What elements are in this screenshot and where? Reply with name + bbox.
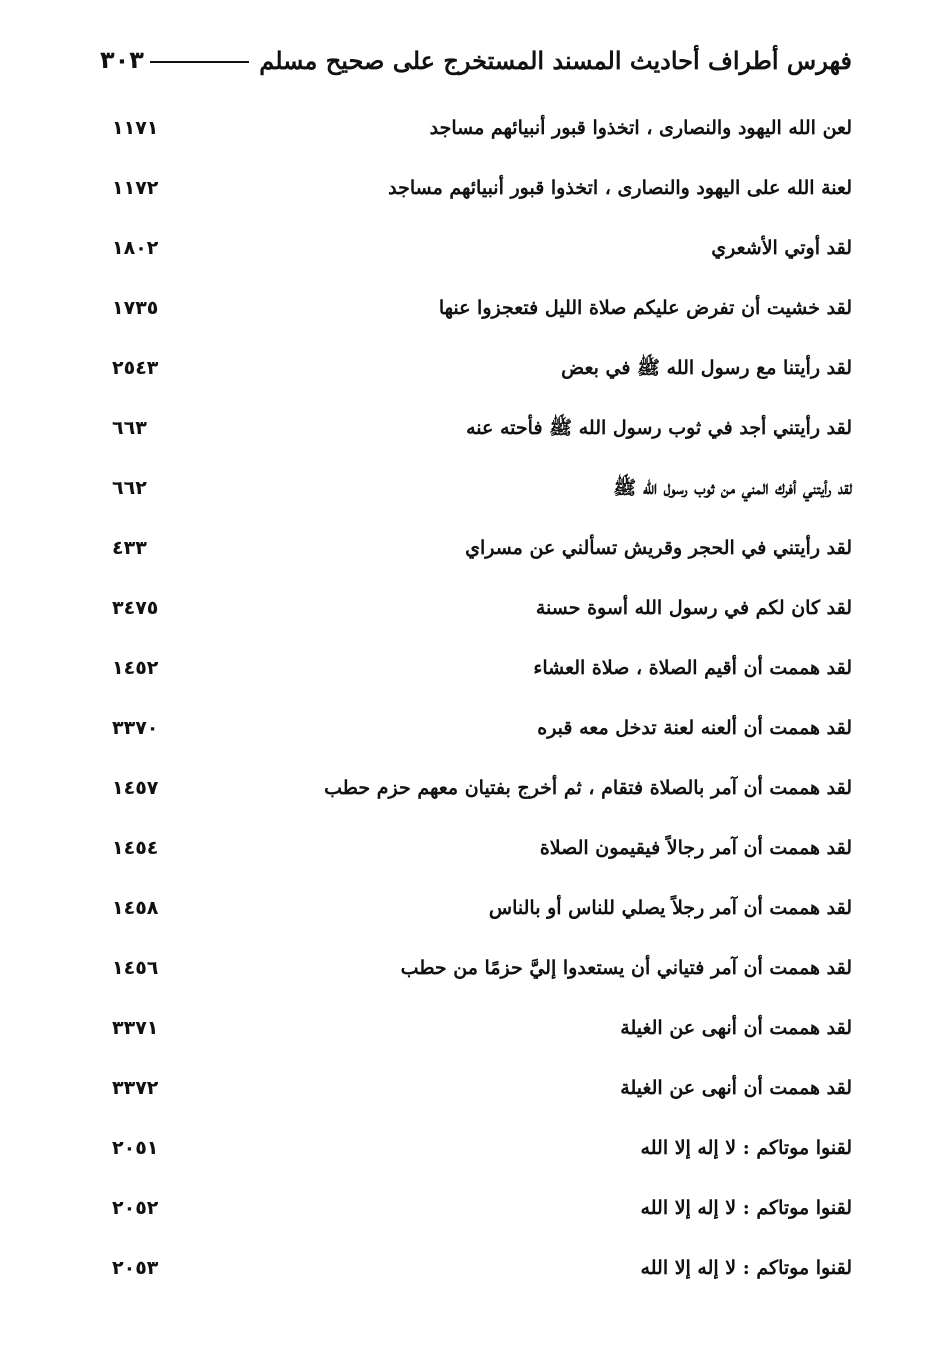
index-entry bbox=[100, 458, 852, 518]
hadith-number: ٢٠٥٢ bbox=[112, 1197, 159, 1219]
index-entry bbox=[100, 1058, 852, 1118]
index-entry bbox=[100, 518, 852, 578]
index-entry bbox=[100, 938, 852, 998]
hadith-number: ٤٣٣ bbox=[112, 537, 147, 559]
index-entry bbox=[100, 638, 852, 698]
header-rule bbox=[150, 61, 249, 63]
hadith-number: ٢٥٤٣ bbox=[112, 357, 159, 379]
hadith-incipit: لعن الله اليهود والنصارى ، اتخذوا قبور أنبيائهم مساجد bbox=[429, 117, 852, 139]
hadith-number: ١٨٠٢ bbox=[112, 237, 159, 259]
hadith-number: ٣٤٧٥ bbox=[112, 597, 159, 619]
hadith-number: ١٤٥٧ bbox=[112, 777, 159, 799]
hadith-incipit: لقد هممت أن أقيم الصلاة ، صلاة العشاء bbox=[533, 657, 852, 679]
hadith-incipit: لقد هممت أن آمر بالصلاة فتقام ، ثم أخرج بفتيان معهم حزم حطب bbox=[324, 777, 852, 799]
page-header bbox=[100, 38, 852, 82]
hadith-incipit: لقنوا موتاكم : لا إله إلا الله bbox=[640, 1257, 852, 1279]
hadith-number: ١٧٣٥ bbox=[112, 297, 159, 319]
hadith-incipit: لقد هممت أن آمر رجالاً فيقيمون الصلاة bbox=[539, 837, 852, 859]
page-number: ٣٠٣ bbox=[100, 46, 144, 74]
index-entry bbox=[100, 278, 852, 338]
hadith-incipit: لقد رأيتني في الحجر وقريش تسألني عن مسراي bbox=[465, 537, 852, 559]
hadith-incipit: لقد خشيت أن تفرض عليكم صلاة الليل فتعجزوا عنها bbox=[438, 297, 852, 319]
hadith-incipit: لقد هممت أن أنهى عن الغيلة bbox=[620, 1017, 852, 1039]
hadith-number: ٦٦٢ bbox=[112, 477, 147, 499]
index-entry bbox=[100, 578, 852, 638]
hadith-incipit: لقد هممت أن ألعنه لعنة تدخل معه قبره bbox=[537, 717, 852, 739]
hadith-incipit: لقد رأيتنا مع رسول الله ﷺ في بعض bbox=[561, 357, 852, 379]
index-entry bbox=[100, 1118, 852, 1178]
hadith-number: ٣٣٧٠ bbox=[112, 717, 159, 739]
hadith-incipit: لقد هممت أن آمر رجلاً يصلي للناس أو بالناس bbox=[488, 897, 852, 919]
index-entry bbox=[100, 218, 852, 278]
hadith-number: ٢٠٥١ bbox=[112, 1137, 159, 1159]
hadith-number: ١٤٥٨ bbox=[112, 897, 159, 919]
index-entry bbox=[100, 758, 852, 818]
hadith-number: ١٤٥٤ bbox=[112, 837, 159, 859]
hadith-number: ١١٧١ bbox=[112, 117, 159, 139]
index-entry bbox=[100, 398, 852, 458]
index-list bbox=[100, 98, 852, 1298]
index-entry bbox=[100, 1238, 852, 1298]
hadith-incipit: لقد أوتي الأشعري bbox=[711, 237, 852, 259]
hadith-number: ٦٦٣ bbox=[112, 417, 147, 439]
index-entry bbox=[100, 98, 852, 158]
running-title: فهرس أطراف أحاديث المسند المستخرج على صحيح مسلم bbox=[259, 45, 852, 75]
hadith-incipit: لقنوا موتاكم : لا إله إلا الله bbox=[640, 1137, 852, 1159]
index-entry bbox=[100, 698, 852, 758]
index-entry bbox=[100, 818, 852, 878]
hadith-number: ١٤٥٦ bbox=[112, 957, 159, 979]
hadith-incipit: لقد هممت أن أنهى عن الغيلة bbox=[620, 1077, 852, 1099]
index-entry bbox=[100, 338, 852, 398]
index-entry bbox=[100, 158, 852, 218]
hadith-incipit: لقد كان لكم في رسول الله أسوة حسنة bbox=[535, 597, 852, 619]
index-entry bbox=[100, 998, 852, 1058]
index-entry bbox=[100, 1178, 852, 1238]
index-entry bbox=[100, 878, 852, 938]
hadith-number: ٣٣٧١ bbox=[112, 1017, 159, 1039]
hadith-number: ١٤٥٢ bbox=[112, 657, 159, 679]
hadith-incipit: لقد رأيتني أفرك المني من ثوب رسول الله ﷺ bbox=[613, 477, 852, 499]
hadith-incipit: لقد رأيتني أجد في ثوب رسول الله ﷺ فأحته عنه bbox=[466, 417, 852, 439]
hadith-number: ٣٣٧٢ bbox=[112, 1077, 159, 1099]
hadith-number: ٢٠٥٣ bbox=[112, 1257, 159, 1279]
hadith-number: ١١٧٢ bbox=[112, 177, 159, 199]
hadith-incipit: لعنة الله على اليهود والنصارى ، اتخذوا قبور أنبيائهم مساجد bbox=[388, 177, 852, 199]
hadith-incipit: لقنوا موتاكم : لا إله إلا الله bbox=[640, 1197, 852, 1219]
hadith-incipit: لقد هممت أن آمر فتياني أن يستعدوا إليَّ حزمًا من حطب bbox=[400, 957, 852, 979]
